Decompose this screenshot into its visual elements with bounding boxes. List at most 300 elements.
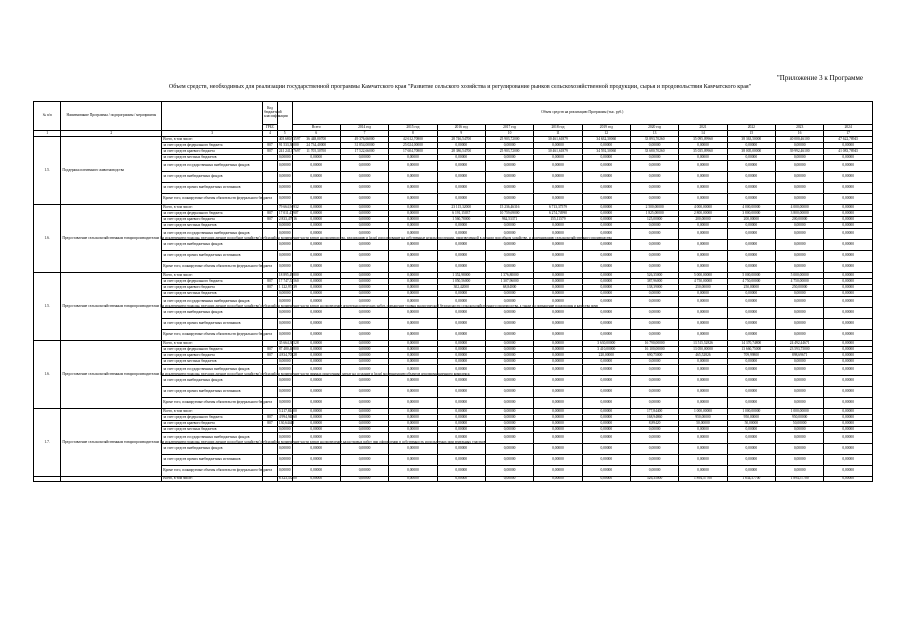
amount-cell: 0,00000 — [824, 409, 873, 415]
amount-cell: 0,00000 — [389, 409, 437, 415]
amount-cell: 0,00000 — [824, 291, 873, 297]
amount-cell: 0,00000 — [389, 330, 437, 341]
amount-cell: 0,00000 — [437, 297, 485, 308]
amount-cell: 68,84000 — [485, 285, 533, 291]
amount-cell: 0,00000 — [630, 359, 678, 365]
amount-cell: 0,00000 — [340, 155, 388, 161]
amount-cell: 0,00000 — [679, 444, 727, 455]
funding-source: за счет средств местных бюджетов — [162, 291, 263, 297]
amount-cell: 0,00000 — [534, 427, 582, 433]
kbk-code — [263, 240, 278, 251]
amount-cell: 24 492,44671 — [775, 341, 823, 347]
amount-cell: 0,00000 — [727, 444, 775, 455]
amount-cell: 0,00000 — [340, 194, 388, 205]
amount-cell: 0,00000 — [340, 211, 388, 217]
kbk-code: 807 — [263, 149, 278, 155]
amount-cell: 0,00000 — [277, 365, 292, 376]
amount-cell: 0,00000 — [340, 359, 388, 365]
measure-name: Предоставление сельскохозяйственным товаропроизводителям (за исключением граждан, ведущих личное подсобное хозяйство) субсидий на возмещение части затрат на проведение кадастровых работ при оформлении в собственность используемых ими земельных участков — [61, 409, 162, 477]
amount-cell: 6 713,37579 — [534, 205, 582, 211]
amount-cell: 0,00000 — [277, 466, 292, 477]
amount-cell: 15 236,46316 — [485, 205, 533, 211]
kbk-code — [263, 319, 278, 330]
amount-cell: 0,00000 — [679, 240, 727, 251]
funding-source: Всего, в том числе: — [162, 409, 263, 415]
amount-cell: 0,00000 — [389, 223, 437, 229]
amount-cell: 0,00000 — [485, 365, 533, 376]
amount-cell: 47 622,78945 — [824, 137, 873, 143]
measure-code: 1.6. — [34, 341, 61, 409]
amount-cell: 0,00000 — [340, 161, 388, 172]
year-header: 2017 год — [485, 125, 533, 131]
column-number: 6 — [292, 131, 340, 137]
amount-cell: 0,00000 — [437, 341, 485, 347]
amount-cell: 0,00000 — [775, 359, 823, 365]
amount-cell: 0,00000 — [292, 341, 340, 347]
amount-cell: 0,00000 — [775, 172, 823, 183]
amount-cell: 28 386,54700 — [437, 149, 485, 155]
amount-cell: 155,11579 — [534, 217, 582, 223]
amount-cell: 0,00000 — [340, 308, 388, 319]
amount-cell: 0,00000 — [389, 433, 437, 444]
amount-cell: 0,00000 — [292, 172, 340, 183]
funding-source: за счет средств федерального бюджета — [162, 143, 263, 149]
amount-cell: 0,00000 — [292, 398, 340, 409]
amount-cell: 0,00000 — [389, 455, 437, 466]
kbk-code: 807 — [263, 353, 278, 359]
amount-cell: 0,00000 — [437, 376, 485, 387]
amount-cell: 0,00000 — [534, 183, 582, 194]
amount-cell: 0,00000 — [340, 341, 388, 347]
funding-source: Кроме того, планируемые объемы обязательств федерального бюджета — [162, 194, 263, 205]
amount-cell: 0,00000 — [582, 161, 630, 172]
funding-source: Всего, в том числе: — [162, 273, 263, 279]
amount-cell: 0,00000 — [389, 319, 437, 330]
amount-cell: 0,00000 — [679, 262, 727, 273]
amount-cell: 0,00000 — [292, 273, 340, 279]
amount-cell: 17 747,52560 — [278, 278, 299, 283]
amount-cell: 0,00000 — [437, 262, 485, 273]
amount-cell: 0,00000 — [824, 477, 873, 482]
amount-cell: 0,00000 — [292, 155, 340, 161]
kbk-code — [263, 387, 278, 398]
amount-cell: 0,00000 — [437, 251, 485, 262]
column-number: 12 — [582, 131, 630, 137]
amount-cell: 0,00000 — [389, 240, 437, 251]
amount-cell: 4 000,00000 — [775, 205, 823, 211]
amount-cell: 0,00000 — [630, 297, 678, 308]
amount-cell: 0,00000 — [292, 433, 340, 444]
amount-cell: 0,00000 — [582, 279, 630, 285]
amount-cell: 0,00000 — [340, 319, 388, 330]
amount-cell: 23 115,32000 — [437, 205, 485, 211]
amount-cell: 0,00000 — [437, 183, 485, 194]
amount-cell: 0,00000 — [727, 359, 775, 365]
amount-cell: 0,00000 — [727, 398, 775, 409]
amount-cell: 0,00000 — [278, 358, 291, 363]
amount-cell: 138,39000 — [630, 285, 678, 291]
amount-cell: 0,00000 — [340, 365, 388, 376]
amount-cell: 0,00000 — [485, 466, 533, 477]
amount-cell: 0,00000 — [292, 205, 340, 211]
amount-cell: 17 604,70800 — [389, 149, 437, 155]
amount-cell: 0,00000 — [292, 240, 340, 251]
funding-source: за счет средств краевого бюджета — [162, 217, 263, 223]
amount-cell: 0,00000 — [485, 376, 533, 387]
amount-cell: 0,00000 — [824, 217, 873, 223]
kbk-code — [263, 444, 278, 455]
amount-cell: 11 705,30700 — [292, 149, 340, 155]
amount-cell: 13 515,52826 — [679, 341, 727, 347]
amount-cell: 0,00000 — [485, 229, 533, 240]
amount-cell: 0,00000 — [534, 359, 582, 365]
amount-cell: 0,00000 — [824, 143, 873, 149]
kbk-code: 807 — [263, 143, 278, 149]
amount-cell: 0,00000 — [824, 466, 873, 477]
amount-cell: 0,00000 — [534, 398, 582, 409]
amount-cell: 0,00000 — [775, 229, 823, 240]
amount-cell: 0,00000 — [277, 398, 292, 409]
amount-cell: 0,00000 — [775, 398, 823, 409]
column-number: 14 — [679, 131, 727, 137]
amount-cell: 0,00000 — [582, 297, 630, 308]
amount-cell: 0,00000 — [824, 155, 873, 161]
amount-cell: 0,00000 — [340, 444, 388, 455]
amount-cell: 0,00000 — [437, 466, 485, 477]
kbk-code — [263, 251, 278, 262]
year-header: 2019 год — [582, 125, 630, 131]
amount-cell: 8,89420 — [630, 421, 678, 427]
amount-cell: 0,00000 — [389, 376, 437, 387]
amount-cell: 0,00000 — [582, 415, 630, 421]
funding-source: за счет средств внебюджетных фондов — [162, 308, 263, 319]
funding-source: Всего, в том числе: — [162, 205, 263, 211]
funding-source: Всего, в том числе: — [162, 477, 263, 482]
funding-source: за счет средств краевого бюджета — [162, 285, 263, 291]
amount-cell: 38 005,00000 — [727, 149, 775, 155]
amount-cell: 0,00000 — [340, 330, 388, 341]
amount-cell: 30 461,61879 — [534, 137, 582, 143]
amount-cell: 0,00000 — [485, 398, 533, 409]
amount-cell: 4 750,00000 — [775, 279, 823, 285]
funding-table — [33, 101, 873, 482]
amount-cell: 33 893,70260 — [630, 137, 678, 143]
column-number: 13 — [630, 131, 678, 137]
amount-cell: 0,00000 — [630, 194, 678, 205]
amount-cell: 0,00000 — [727, 161, 775, 172]
amount-cell: 0,00000 — [437, 421, 485, 427]
amount-cell: 0,00000 — [727, 155, 775, 161]
amount-cell: 0,00000 — [582, 229, 630, 240]
amount-cell: 0,00000 — [340, 183, 388, 194]
amount-cell: 0,00000 — [534, 415, 582, 421]
kbk-code — [263, 455, 278, 466]
amount-cell: 4 834,70528 — [278, 352, 297, 357]
amount-cell: 0,00000 — [340, 376, 388, 387]
amount-cell: 0,00000 — [727, 194, 775, 205]
funding-source: за счет средств государственных внебюджетных фондов — [162, 365, 263, 376]
amount-cell: 0,00000 — [437, 353, 485, 359]
year-header: 2023 — [775, 125, 823, 131]
amount-cell: 0,00000 — [292, 279, 340, 285]
amount-cell: 0,00000 — [630, 161, 678, 172]
amount-cell: 0,00000 — [775, 455, 823, 466]
amount-cell: 0,00000 — [534, 240, 582, 251]
funding-source: за счет средств местных бюджетов — [162, 427, 263, 433]
funding-source: Кроме того, планируемые объемы обязательств федерального бюджета — [162, 262, 263, 273]
amount-cell: 0,00000 — [389, 205, 437, 211]
amount-cell: 0,00000 — [824, 398, 873, 409]
amount-cell: 0,00000 — [340, 279, 388, 285]
funding-source: за счет средств прочих внебюджетных источников — [162, 387, 263, 398]
amount-cell: 0,00000 — [534, 319, 582, 330]
amount-cell: 0,00000 — [437, 308, 485, 319]
amount-cell: 0,00000 — [582, 262, 630, 273]
amount-cell: 1 122,97439 — [278, 284, 297, 289]
funding-source: за счет средств внебюджетных фондов — [162, 444, 263, 455]
amount-cell: 0,00000 — [824, 341, 873, 347]
amount-cell: 0,00000 — [679, 194, 727, 205]
funding-source: за счет средств прочих внебюджетных источников — [162, 183, 263, 194]
amount-cell: 0,00000 — [340, 223, 388, 229]
amount-cell: 0,00000 — [277, 161, 292, 172]
year-header: 2014 год — [340, 125, 388, 131]
amount-cell: 0,00000 — [824, 421, 873, 427]
amount-cell: 35 035,09960 — [679, 149, 727, 155]
amount-cell: 0,00000 — [437, 223, 485, 229]
amount-cell: 130,64440 — [278, 420, 295, 425]
funding-source: за счет средств местных бюджетов — [162, 155, 263, 161]
amount-cell: 0,00000 — [824, 194, 873, 205]
amount-cell: 0,00000 — [582, 273, 630, 279]
amount-cell: 1 352,98000 — [437, 273, 485, 279]
kbk-code: 807 — [263, 347, 278, 353]
funding-source: за счет средств краевого бюджета — [162, 149, 263, 155]
amount-cell: 0,00000 — [485, 433, 533, 444]
amount-cell: 0,00000 — [824, 285, 873, 291]
amount-cell: 0,00000 — [292, 347, 340, 353]
amount-cell: 0,00000 — [630, 223, 678, 229]
amount-cell: 0,00000 — [630, 455, 678, 466]
amount-cell: 1 000,00000 — [727, 409, 775, 415]
funding-source: за счет средств краевого бюджета — [162, 421, 263, 427]
amount-cell: 87 480,40800 — [278, 346, 299, 351]
amount-cell: 25 903,72000 — [485, 149, 533, 155]
amount-cell: 0,00000 — [437, 143, 485, 149]
amount-cell: 25 024,00000 — [389, 143, 437, 149]
amount-cell: 0,00000 — [775, 444, 823, 455]
amount-cell: 0,00000 — [824, 308, 873, 319]
amount-cell: 0,00000 — [534, 365, 582, 376]
amount-cell: 0,00000 — [485, 194, 533, 205]
table-header — [34, 102, 873, 131]
amount-cell: 0,00000 — [534, 347, 582, 353]
amount-cell: 0,00000 — [775, 297, 823, 308]
funding-source: за счет средств прочих внебюджетных источников — [162, 251, 263, 262]
amount-cell: 0,00000 — [582, 205, 630, 211]
amount-cell: 0,00000 — [582, 308, 630, 319]
amount-cell: 950,00000 — [679, 415, 727, 421]
amount-cell: 0,00000 — [679, 143, 727, 149]
amount-cell: 0,00000 — [679, 387, 727, 398]
measure-code: 1.6. — [34, 205, 61, 273]
measure-code: 1.7. — [34, 409, 61, 477]
amount-cell: 0,00000 — [775, 262, 823, 273]
amount-cell: 0,00000 — [389, 387, 437, 398]
amount-cell: 0,00000 — [485, 353, 533, 359]
amount-cell: 0,00000 — [437, 347, 485, 353]
amount-cell: 0,00000 — [389, 161, 437, 172]
appendix-label: "Приложение 3 к Программе — [776, 74, 863, 82]
amount-cell: 0,00000 — [278, 222, 291, 227]
amount-cell: 0,00000 — [340, 285, 388, 291]
amount-cell: 0,00000 — [437, 161, 485, 172]
amount-cell: 0,00000 — [485, 223, 533, 229]
amount-cell: 0,00000 — [582, 211, 630, 217]
amount-cell: 0,00000 — [389, 427, 437, 433]
amount-cell: 0,00000 — [277, 455, 292, 466]
amount-cell: 0,00000 — [292, 229, 340, 240]
amount-cell: 0,00000 — [534, 279, 582, 285]
amount-cell: 0,00000 — [630, 229, 678, 240]
amount-cell: 0,00000 — [582, 155, 630, 161]
amount-cell: 34 592,30060 — [582, 149, 630, 155]
amount-cell: 0,00000 — [340, 477, 388, 482]
amount-cell: 2 800,00000 — [679, 211, 727, 217]
amount-cell: 0,00000 — [582, 217, 630, 223]
amount-cell: 0,00000 — [534, 353, 582, 359]
amount-cell: 0,00000 — [824, 297, 873, 308]
amount-cell: 0,00000 — [292, 285, 340, 291]
amount-cell: 0,00000 — [775, 365, 823, 376]
amount-cell: 0,00000 — [775, 330, 823, 341]
kbk-code: 807 — [263, 421, 278, 427]
amount-cell: 0,00000 — [582, 409, 630, 415]
amount-cell: 28 746,54700 — [437, 137, 485, 143]
amount-cell: 250,00000 — [679, 285, 727, 291]
funding-source: за счет средств федерального бюджета — [162, 347, 263, 353]
amount-cell: 0,00000 — [582, 319, 630, 330]
amount-cell: 0,00000 — [582, 455, 630, 466]
amount-cell: 34 632,30060 — [582, 137, 630, 143]
amount-cell: 0,00000 — [775, 161, 823, 172]
kbk-code: 807 — [263, 211, 278, 217]
amount-cell: 0,00000 — [485, 341, 533, 347]
funding-source: за счет средств местных бюджетов — [162, 359, 263, 365]
kbk-code: 807 — [263, 285, 278, 291]
column-number: 11 — [534, 131, 582, 137]
amount-cell: 0,00000 — [727, 330, 775, 341]
amount-cell: 0,00000 — [292, 194, 340, 205]
amount-cell: 49 376,66000 — [340, 137, 388, 143]
amount-cell: 31 854,00000 — [340, 143, 388, 149]
year-header: 2021 — [679, 125, 727, 131]
amount-cell: 0,00000 — [277, 194, 292, 205]
amount-cell: 0,00000 — [727, 251, 775, 262]
amount-cell: 0,00000 — [775, 427, 823, 433]
amount-cell: 0,00000 — [630, 376, 678, 387]
amount-cell: 0,00000 — [437, 194, 485, 205]
header-grbs: ГРБС — [263, 125, 278, 131]
funding-source: Кроме того, планируемые объемы обязательств федерального бюджета — [162, 330, 263, 341]
amount-cell: 6 323,53200 — [278, 476, 297, 480]
amount-cell: 0,00000 — [292, 353, 340, 359]
amount-cell: 0,00000 — [277, 308, 292, 319]
amount-cell: 13 050,00000 — [679, 347, 727, 353]
amount-cell: 0,00000 — [340, 240, 388, 251]
amount-cell: 1 894,57700 — [679, 477, 727, 482]
amount-cell: 0,00000 — [534, 444, 582, 455]
amount-cell: 0,00000 — [824, 240, 873, 251]
amount-cell: 0,00000 — [389, 297, 437, 308]
amount-cell: 0,00000 — [534, 421, 582, 427]
amount-cell: 0,00000 — [775, 466, 823, 477]
amount-cell: 0,00000 — [340, 291, 388, 297]
amount-cell: 0,00000 — [277, 444, 292, 455]
amount-cell: 5 000,00000 — [679, 273, 727, 279]
amount-cell: 0,00000 — [389, 172, 437, 183]
amount-cell: 0,00000 — [727, 387, 775, 398]
amount-cell: 2 500,00000 — [630, 205, 678, 211]
kbk-code: 807 — [263, 415, 278, 421]
amount-cell: 250,00000 — [775, 285, 823, 291]
table-row — [34, 477, 873, 482]
amount-cell: 0,00000 — [824, 387, 873, 398]
measure-name: Предоставление сельскохозяйственным товаропроизводителям (за исключением граждан, ведущих личное подсобное хозяйство) субсидий на возмещение части затрат на производство, реализацию и (или) использование на собственные нужды продукции, произведенной в личном подсобном хозяйстве, и модернизацию сельскохозяйственного производства — [61, 205, 162, 273]
amount-cell: 0,00000 — [389, 155, 437, 161]
amount-cell: 0,00000 — [437, 229, 485, 240]
amount-cell: 4 994,94860 — [278, 414, 297, 419]
kbk-code — [263, 477, 278, 482]
amount-cell: 0,00000 — [292, 415, 340, 421]
amount-cell: 0,00000 — [679, 433, 727, 444]
amount-cell: 0,00000 — [277, 229, 292, 240]
amount-cell: 0,00000 — [679, 229, 727, 240]
amount-cell: 0,00000 — [582, 387, 630, 398]
amount-cell: 3 630,00000 — [582, 341, 630, 347]
measure-name: Предоставление сельскохозяйственным товаропроизводителям (за исключением граждан, ведущих личное подсобное хозяйство) субсидий на возмещение части прямых понесенных затрат на создание и (или) модернизацию объектов агропромышленного комплекса — [61, 341, 162, 409]
amount-cell: 0,00000 — [630, 433, 678, 444]
amount-cell: 0,00000 — [630, 240, 678, 251]
amount-cell: 0,00000 — [582, 172, 630, 183]
amount-cell: 690,75000 — [630, 353, 678, 359]
amount-cell: 0,00000 — [582, 433, 630, 444]
amount-cell: 36 448,00700 — [292, 137, 340, 143]
amount-cell: 0,00000 — [389, 359, 437, 365]
amount-cell: 1 000,00000 — [775, 409, 823, 415]
amount-cell: 0,00000 — [727, 240, 775, 251]
kbk-code — [263, 376, 278, 387]
amount-cell: 387,96000 — [630, 279, 678, 285]
amount-cell: 0,00000 — [534, 273, 582, 279]
amount-cell: 526,35000 — [630, 273, 678, 279]
amount-cell: 0,00000 — [775, 155, 823, 161]
amount-cell: 0,00000 — [679, 251, 727, 262]
amount-cell: 0,00000 — [630, 291, 678, 297]
amount-cell: 0,00000 — [824, 211, 873, 217]
amount-cell: 0,00000 — [389, 262, 437, 273]
amount-cell: 0,00000 — [630, 319, 678, 330]
amount-cell: 0,00000 — [485, 297, 533, 308]
header-sources: Объем средств на реализацию Программы (тыс. руб.) — [292, 102, 872, 125]
amount-cell: 0,00000 — [292, 291, 340, 297]
amount-cell: 50,00000 — [679, 421, 727, 427]
amount-cell: 79 664,94932 — [278, 204, 299, 209]
year-header: 2022 — [727, 125, 775, 131]
column-number: 16 — [775, 131, 823, 137]
amount-cell: 0,00000 — [340, 353, 388, 359]
column-number: 2 — [61, 131, 162, 137]
